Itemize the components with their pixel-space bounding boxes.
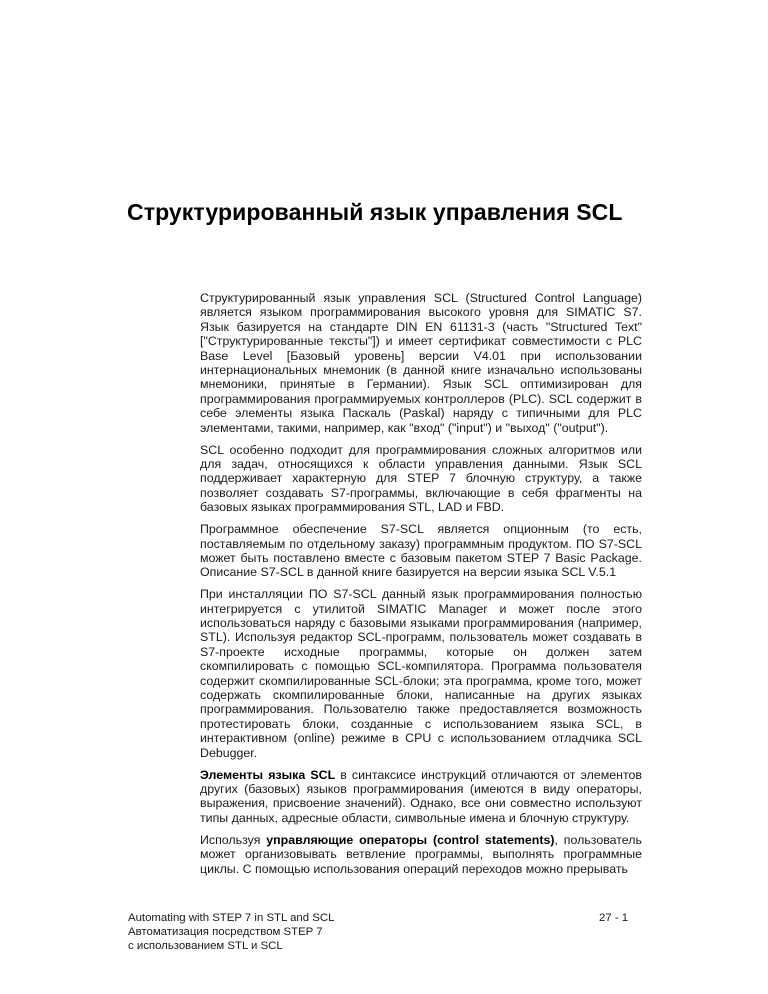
paragraph-optional-package: Программное обеспечение S7-SCL является опционным (то есть, поставляемым по отдельному заказу) программным продуктом. ПО S7-SCL может быть поставлено вместе с базовым пакетом STEP 7 Basic Package. Описание S7-SCL в данной книге базируется на версии языка SCL V.5.1: [200, 522, 642, 580]
page-number: 27 - 1: [599, 912, 629, 924]
page-title: Структурированный язык управления SCL: [127, 199, 623, 225]
footer-title-en: Automating with STEP 7 in STL and SCL: [128, 912, 335, 924]
paragraph-applications: SCL особенно подходит для программирования сложных алгоритмов или для задач, относящихся к области управления данными. Язык SCL поддерживает характерную для STEP 7 блочную структуру, а также позволяет создавать S7-программы, включающие в себя фрагменты на базовых языках программирования STL, LAD и FBD.: [200, 442, 642, 515]
paragraph-control-statements: [200, 833, 642, 876]
footer-title-ru-line2: с использованием STL и SCL: [128, 940, 283, 952]
paragraph-text-pre: Используя: [200, 832, 267, 847]
paragraph-text: в синтаксисе инструкций отличаются от элементов других (базовых) языков программирования (имеются в виду операторы, выражения, присвоение значений). Однако, все они совместно используют типы данных, адресные области, символьные имена и блочную структуру.: [200, 767, 642, 825]
paragraph-language-elements: [200, 768, 642, 826]
bold-term-control-statements: управляющие операторы (control statements): [266, 832, 555, 847]
body-text: [200, 291, 642, 883]
paragraph-installation: При инсталляции ПО S7-SCL данный язык программирования полностью интегрируется с утилитой SIMATIC Manager и может после этого использоваться наряду с базовыми языками программирования (например, STL). Используя редактор SCL-программ, пользователь может создавать в S7-проекте исходные программы, которые он должен затем скомпилировать с помощью SCL-компилятора. Программа пользователя содержит скомпилированные SCL-блоки; эта программа, кроме того, может содержать скомпилированные блоки, написанные на других языках программирования. Пользователю также предоставляется возможность протестировать блоки, созданные с использованием языка SCL, в интерактивном (online) режиме в CPU с использованием отладчика SCL Debugger.: [200, 587, 642, 760]
paragraph-intro: Структурированный язык управления SCL (Structured Control Language) является языком программирования высокого уровня для SIMATIC S7. Язык базируется на стандарте DIN EN 61131-3 (часть "Structured Text" ["Структурированные тексты"]) и имеет сертификат совместимости с PLC Base Level [Базовый уровень] версии V4.01 при использовании интернациональных мнемоник (в данной книге изначально использованы мнемоники, принятые в Германии). Язык SCL оптимизирован для программирования программируемых контроллеров (PLC). SCL содержит в себе элементы языка Паскаль (Paskal) наряду с типичными для PLC элементами, такими, например, как "вход" ("input") и "выход" ("output").: [200, 291, 642, 435]
footer-book-title: [128, 911, 334, 953]
bold-term-language-elements: Элементы языка SCL: [200, 767, 336, 782]
paragraph-text: , пользователь может организовывать ветвление программы, выполнять программные циклы. С помощью использования операций переходов можно прерывать: [200, 832, 642, 876]
footer-title-ru-line1: Автоматизация посредством STEP 7: [128, 926, 323, 938]
